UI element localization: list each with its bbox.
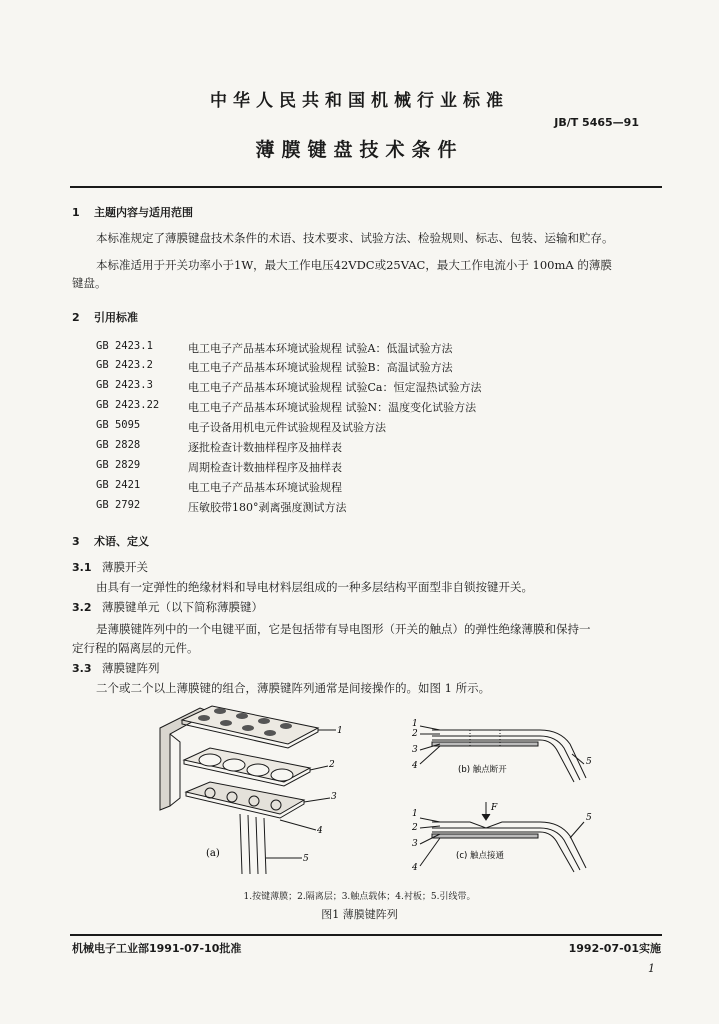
spacer-hole	[271, 769, 293, 781]
callout-b-5: 5	[586, 757, 592, 767]
reference-code: GB 2421	[96, 479, 141, 491]
callout-a-5: 5	[303, 854, 309, 864]
backing-strip	[432, 834, 538, 838]
reference-item	[96, 499, 616, 517]
reference-item	[96, 479, 616, 497]
callout-leader	[280, 820, 316, 830]
section-1-para-2b: 键盘。	[72, 276, 107, 290]
figure-1-drawing	[140, 698, 600, 880]
section-1-number: 1	[72, 206, 80, 219]
section-1-heading	[72, 204, 193, 220]
lead-ribbon	[240, 814, 266, 874]
section-3-number: 3	[72, 535, 80, 548]
callout-c-3: 3	[412, 839, 418, 849]
key-contact	[280, 723, 292, 729]
callout-a-3: 3	[331, 792, 337, 802]
reference-code: GB 2423.22	[96, 399, 160, 411]
standard-category: 中华人民共和国机械行业标准	[210, 91, 509, 111]
callout-leader	[310, 766, 328, 770]
section-1-para-2a: 本标准适用于开关功率小于1W，最大工作电压42VDC或25VAC，最大工作电流小于 100mA 的薄膜	[96, 258, 612, 272]
key-contact	[242, 725, 254, 731]
reference-code: GB 2828	[96, 439, 141, 451]
key-membrane-layer	[182, 706, 318, 744]
callout-c-1: 1	[412, 809, 418, 819]
force-arrow-head	[482, 814, 490, 820]
reference-name: 逐批检查计数抽样程序及抽样表	[188, 441, 342, 454]
subsection-3-2-text-b: 定行程的隔离层的元件。	[72, 641, 199, 655]
key-contact	[258, 718, 270, 724]
key-contact	[214, 708, 226, 714]
section-1-title: 主题内容与适用范围	[94, 206, 193, 219]
subsection-3-3-heading	[72, 659, 160, 678]
section-2-heading	[72, 309, 138, 325]
reference-name: 电工电子产品基本环境试验规程 试验B：高温试验方法	[188, 361, 453, 374]
figure-1-caption: 图1 薄膜键阵列	[321, 908, 398, 921]
figure-b-label: (b) 触点断开	[458, 765, 507, 775]
callout-a-4: 4	[317, 826, 323, 836]
key-contact	[236, 713, 248, 719]
subsection-3-3-title: 薄膜键阵列	[102, 661, 160, 675]
reference-name: 电工电子产品基本环境试验规程 试验A：低温试验方法	[188, 342, 453, 355]
force-label: F	[491, 803, 498, 813]
subsection-3-2-title: 薄膜键单元（以下简称薄膜键）	[102, 600, 263, 614]
reference-code: GB 2423.2	[96, 359, 153, 371]
subsection-3-3-text: 二个或二个以上薄膜键的组合，薄膜键阵列通常是间接操作的。如图 1 所示。	[96, 681, 491, 695]
page-number: 1	[648, 962, 655, 975]
reference-item	[96, 340, 616, 358]
callout-b-1: 1	[412, 719, 418, 729]
callout-a-2: 2	[329, 760, 335, 770]
section-3-title: 术语、定义	[94, 535, 149, 548]
callout-b-4: 4	[412, 761, 418, 771]
reference-name: 周期检查计数抽样程序及抽样表	[188, 461, 342, 474]
spacer-hole	[223, 759, 245, 771]
callout-leader	[570, 822, 584, 838]
callout-c-2: 2	[412, 823, 418, 833]
approval-date: 机械电子工业部1991-07-10批准	[72, 942, 242, 955]
reference-code: GB 2423.3	[96, 379, 153, 391]
key-contact	[198, 715, 210, 721]
section-2-title: 引用标准	[94, 311, 138, 324]
reference-name: 电子设备用机电元件试验规程及试验方法	[188, 421, 386, 434]
reference-name: 电工电子产品基本环境试验规程	[188, 481, 342, 494]
effective-date: 1992-07-01实施	[568, 942, 661, 955]
callout-c-4: 4	[412, 863, 418, 873]
callout-leader	[420, 818, 440, 822]
figure-c-label: (c) 触点接通	[456, 851, 505, 861]
callout-b-3: 3	[412, 745, 418, 755]
reference-code: GB 5095	[96, 419, 141, 431]
backing-strip	[432, 742, 538, 746]
membrane-top-pressed	[432, 822, 586, 868]
reference-item	[96, 359, 616, 377]
reference-item	[96, 419, 616, 437]
figure-a-label: (a)	[206, 848, 220, 859]
callout-a-1: 1	[337, 726, 343, 736]
figure-1-legend: 1.按键薄膜；2.隔离层；3.触点载体；4.衬板；5.引线带。	[243, 892, 476, 902]
section-3-heading	[72, 533, 149, 549]
subsection-3-1-number: 3.1	[72, 561, 92, 574]
reference-item	[96, 459, 616, 477]
header-rule	[70, 186, 662, 188]
reference-item	[96, 379, 616, 397]
reference-list	[96, 340, 616, 520]
callout-b-2: 2	[412, 729, 418, 739]
reference-item	[96, 399, 616, 417]
reference-item	[96, 439, 616, 457]
footer-rule	[70, 934, 662, 936]
subsection-3-2-text-a: 是薄膜键阵列中的一个电键平面，它是包括带有导电图形（开关的触点）的弹性绝缘薄膜和保持一	[96, 622, 591, 636]
document-title: 薄膜键盘技术条件	[255, 139, 464, 161]
key-contact	[264, 730, 276, 736]
spacer-hole	[199, 754, 221, 766]
subsection-3-3-number: 3.3	[72, 662, 92, 675]
callout-leader	[572, 754, 584, 764]
membrane-top	[432, 730, 586, 778]
contact-carrier-layer	[186, 782, 304, 814]
reference-name: 电工电子产品基本环境试验规程 试验N：温度变化试验方法	[188, 401, 477, 414]
figure-a-exploded-view	[160, 706, 336, 874]
subsection-3-1-heading	[72, 558, 148, 577]
reference-code: GB 2792	[96, 499, 141, 511]
subsection-3-2-number: 3.2	[72, 601, 92, 614]
spacer-hole	[247, 764, 269, 776]
reference-code: GB 2423.1	[96, 340, 153, 352]
callout-c-5: 5	[586, 813, 592, 823]
reference-name: 压敏胶带180°剥离强度测试方法	[188, 501, 347, 514]
callout-leader	[304, 798, 330, 802]
callout-leader	[420, 726, 440, 730]
reference-name: 电工电子产品基本环境试验规程 试验Ca：恒定湿热试验方法	[188, 381, 482, 394]
key-contact	[220, 720, 232, 726]
reference-code: GB 2829	[96, 459, 141, 471]
section-2-number: 2	[72, 311, 80, 324]
section-1-para-1: 本标准规定了薄膜键盘技术条件的术语、技术要求、试验方法、检验规则、标志、包装、运输和贮存。	[96, 231, 614, 245]
subsection-3-1-title: 薄膜开关	[102, 560, 148, 574]
standard-number: JB/T 5465—91	[554, 116, 639, 129]
subsection-3-1-text: 由具有一定弹性的绝缘材料和导电材料层组成的一种多层结构平面型非自锁按键开关。	[96, 580, 533, 594]
subsection-3-2-heading	[72, 598, 263, 617]
backing-edge	[170, 734, 180, 806]
figure-c-contact-closed	[420, 802, 586, 872]
